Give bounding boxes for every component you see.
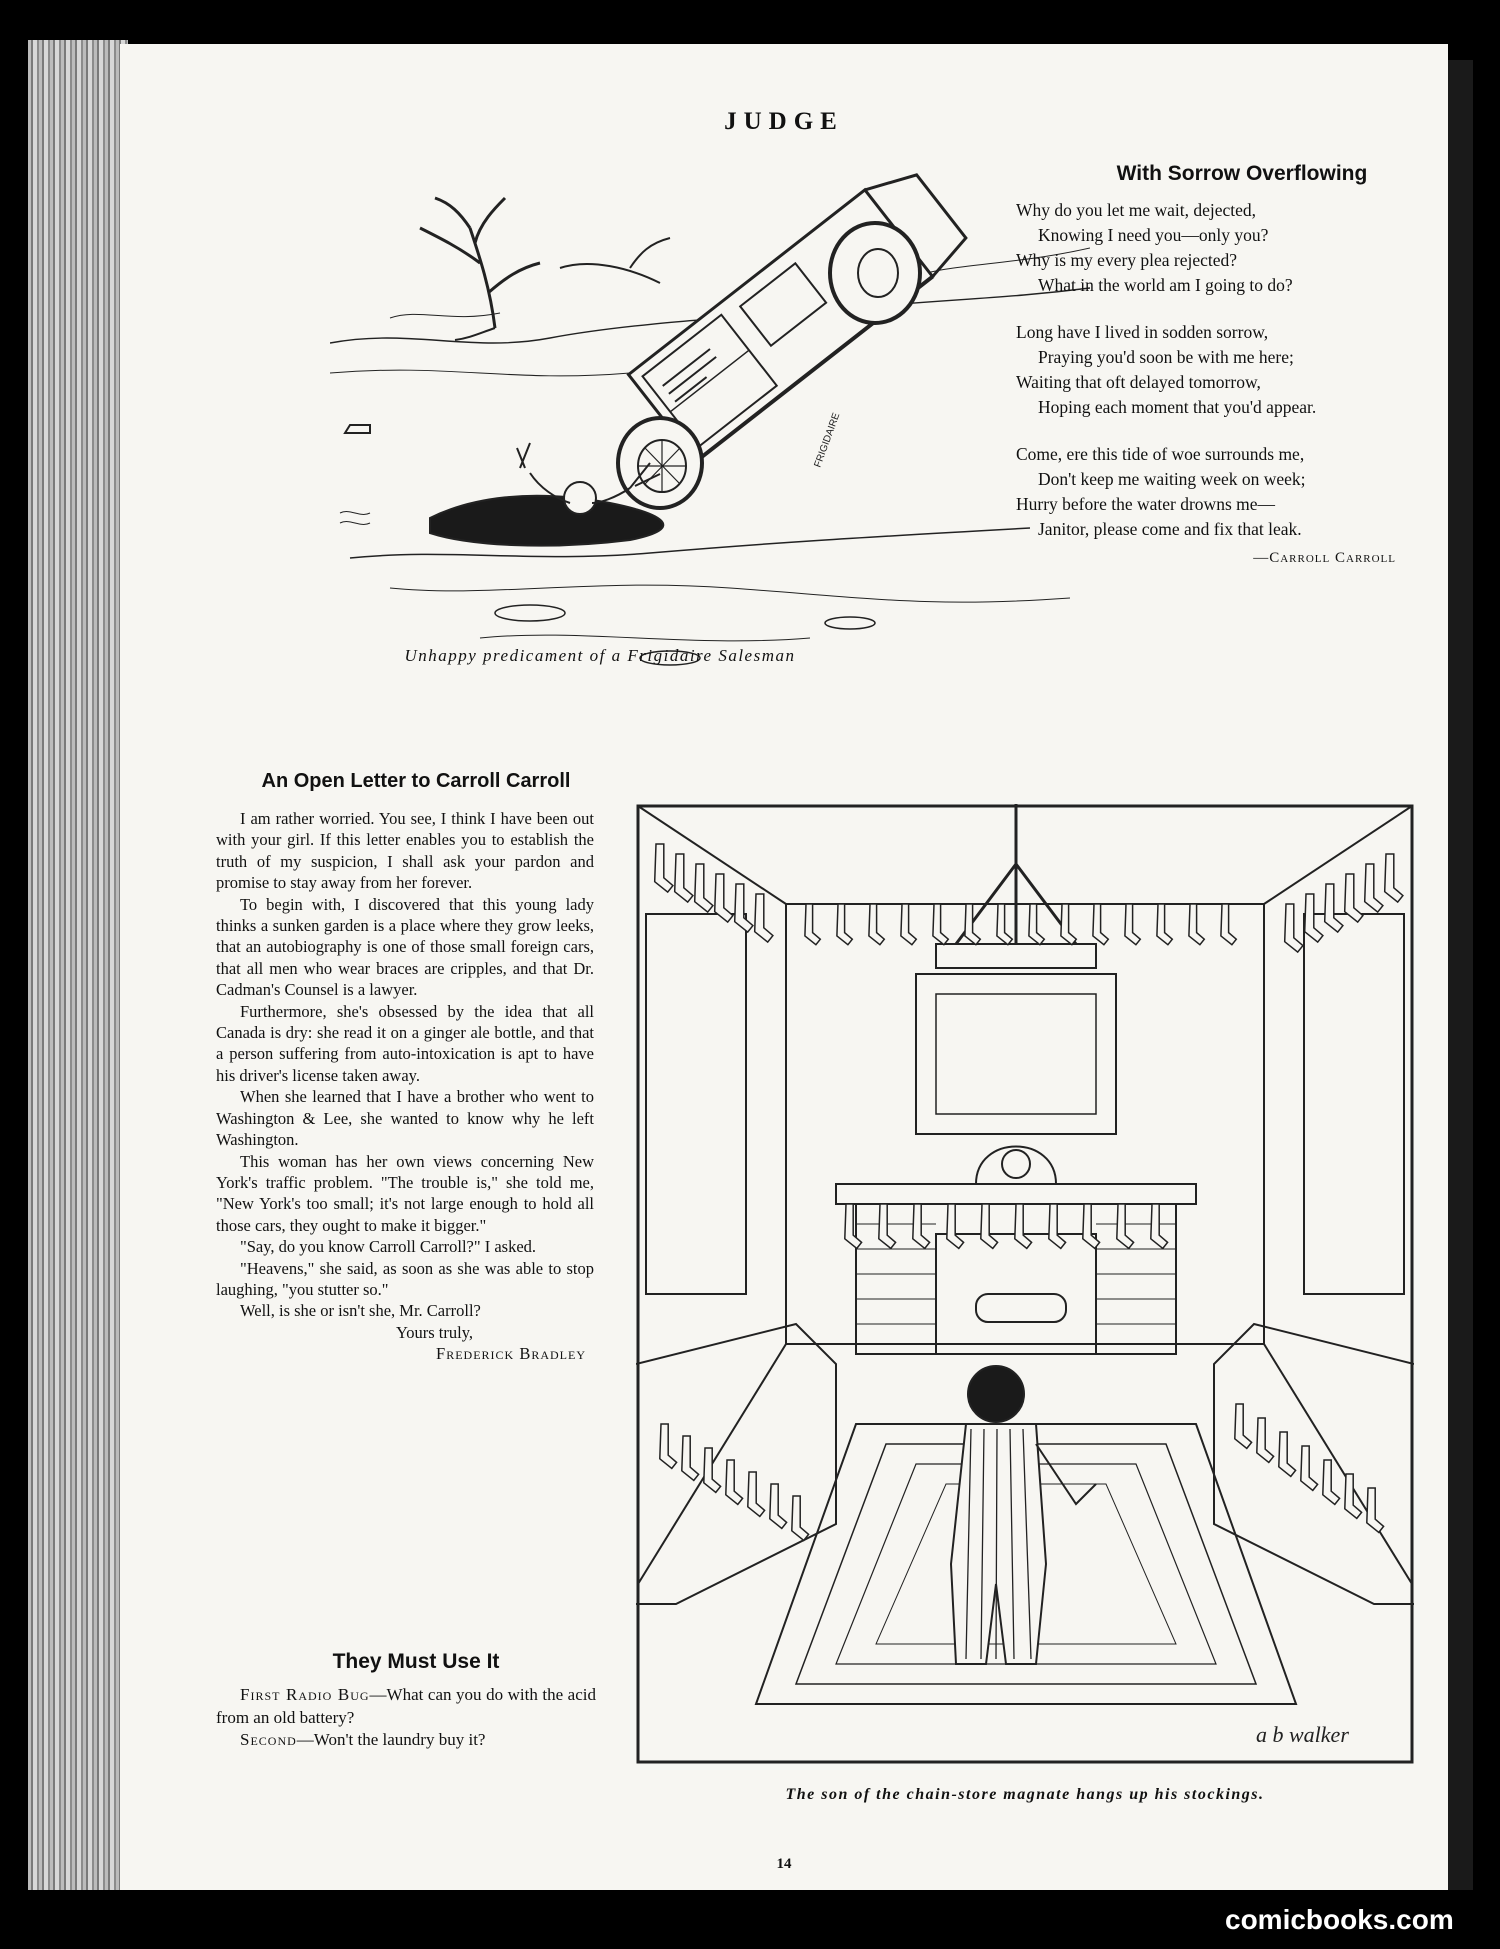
site-watermark: comicbooks.com [1225,1904,1454,1935]
stocking [947,1204,964,1248]
stocking [682,1436,699,1480]
artist-signature: a b walker [1256,1722,1349,1747]
stocking [1235,1404,1252,1448]
poem-author: —Carroll Carroll [1253,550,1396,566]
stocking [913,1204,930,1248]
stocking [845,1204,862,1248]
stocking [1367,1488,1384,1532]
letter-paragraph: When she learned that I have a brother who went to Washington & Lee, she wanted to know why he left Washington. [216,1087,594,1150]
bottom-cartoon-caption: The son of the chain-store magnate hangs up his stockings. [785,1786,1265,1803]
stocking [695,864,713,912]
poem-line: Janitor, please come and fix that leak. [1038,519,1302,539]
letter-paragraph: Well, is she or isn't she, Mr. Carroll? [240,1301,481,1321]
stocking [837,904,852,945]
stocking [1049,1204,1066,1248]
stocking [755,894,773,942]
letter-body [216,808,594,1365]
stocking [1117,1204,1134,1248]
truck-lettering: FRIGIDAIRE [812,411,843,470]
stocking [1301,1446,1318,1490]
joke-text: —What can you do with the acid from an old battery? [216,1685,596,1727]
page-number: 14 [776,1856,792,1872]
letter-closing: Yours truly, [396,1322,474,1342]
letter-paragraph: "Say, do you know Carroll Carroll?" I asked. [240,1237,537,1257]
letter-signature: Frederick Bradley [436,1344,586,1364]
stocking [965,904,980,945]
poem-line: Why do you let me wait, dejected, [1016,200,1257,220]
stocking [1279,1432,1296,1476]
poem-body [1016,198,1500,571]
stocking [869,904,884,945]
poem-line: Come, ere this tide of woe surrounds me, [1016,444,1305,464]
stocking [1385,854,1403,902]
stocking [655,844,673,892]
book-page-edges [28,40,128,1890]
poem-title: With Sorrow Overflowing [1116,162,1368,185]
poem-line: Hoping each moment that you'd appear. [1038,397,1317,417]
stocking [1345,1474,1362,1518]
poem-line: What in the world am I going to do? [1038,275,1293,295]
stocking [1093,904,1108,945]
stockings-cartoon [636,784,1414,1784]
letter-paragraph: Furthermore, she's obsessed by the idea that all Canada is dry: she read it on a ginger ale bottle, and that a person suffering from auto-intoxication is apt to have his driver's license taken away. [216,1001,594,1085]
stocking [1083,1204,1100,1248]
poem-line: Long have I lived in sodden sorrow, [1016,322,1269,342]
stocking [805,904,820,945]
letter-paragraph: I am rather worried. You see, I think I have been out with your girl. If this letter enables you to establish the truth of my suspicion, I shall ask your pardon and promise to stay away from her forever. [216,809,594,893]
stocking [792,1496,809,1540]
stocking [1323,1460,1340,1504]
joke-text: —Won't the laundry buy it? [296,1730,486,1749]
stocking [1125,904,1140,945]
stocking [901,904,916,945]
magazine-page [120,44,1448,1890]
letter-title: An Open Letter to Carroll Carroll [261,770,571,792]
stocking [1157,904,1172,945]
poem-line: Knowing I need you—only you? [1038,225,1269,245]
running-head: JUDGE [724,108,844,135]
stocking [1015,1204,1032,1248]
letter-paragraph: To begin with, I discovered that this young lady thinks a sunken garden is a place where they grow leeks, that an autobiography is one of those small foreign cars, that all men who wear braces are cripples, and that Dr. Cadman's Counsel is a lawyer. [216,894,594,1000]
stocking [660,1424,677,1468]
poem-line: Don't keep me waiting week on week; [1038,469,1306,489]
stocking [933,904,948,945]
letter-paragraph: "Heavens," she said, as soon as she was able to stop laughing, "you stutter so." [216,1258,594,1299]
joke-title: They Must Use It [332,1650,500,1673]
joke-speaker: First Radio Bug [240,1685,370,1704]
stocking [1189,904,1204,945]
stocking [748,1472,765,1516]
poem-line: Waiting that oft delayed tomorrow, [1016,372,1261,392]
joke-body [216,1684,596,1752]
stocking [981,1204,998,1248]
stocking [735,884,753,932]
joke-line [216,1684,596,1729]
stocking [1061,904,1076,945]
top-cartoon-caption: Unhappy predicament of a Frigidaire Salesman [404,646,796,665]
stocking [1151,1204,1168,1248]
stocking [1365,864,1383,912]
stocking [770,1484,787,1528]
stocking [1285,904,1303,952]
stocking [675,854,693,902]
frigidaire-cartoon [330,168,1090,688]
stocking [1029,904,1044,945]
stocking [1257,1418,1274,1462]
stocking [726,1460,743,1504]
poem-line: Hurry before the water drowns me— [1016,494,1276,514]
stocking [1325,884,1343,932]
joke-speaker: Second [240,1730,297,1749]
stocking [997,904,1012,945]
stocking [1221,904,1236,945]
poem-line: Praying you'd soon be with me here; [1038,347,1294,367]
joke-line [216,1729,596,1752]
stocking [1305,894,1323,942]
stocking [879,1204,896,1248]
poem-line: Why is my every plea rejected? [1016,250,1238,270]
letter-paragraph: This woman has her own views concerning New York's traffic problem. "The trouble is," she told me, "New York's too small; it's not large enough to hold all those cars, they ought to make it bigger." [216,1151,594,1235]
